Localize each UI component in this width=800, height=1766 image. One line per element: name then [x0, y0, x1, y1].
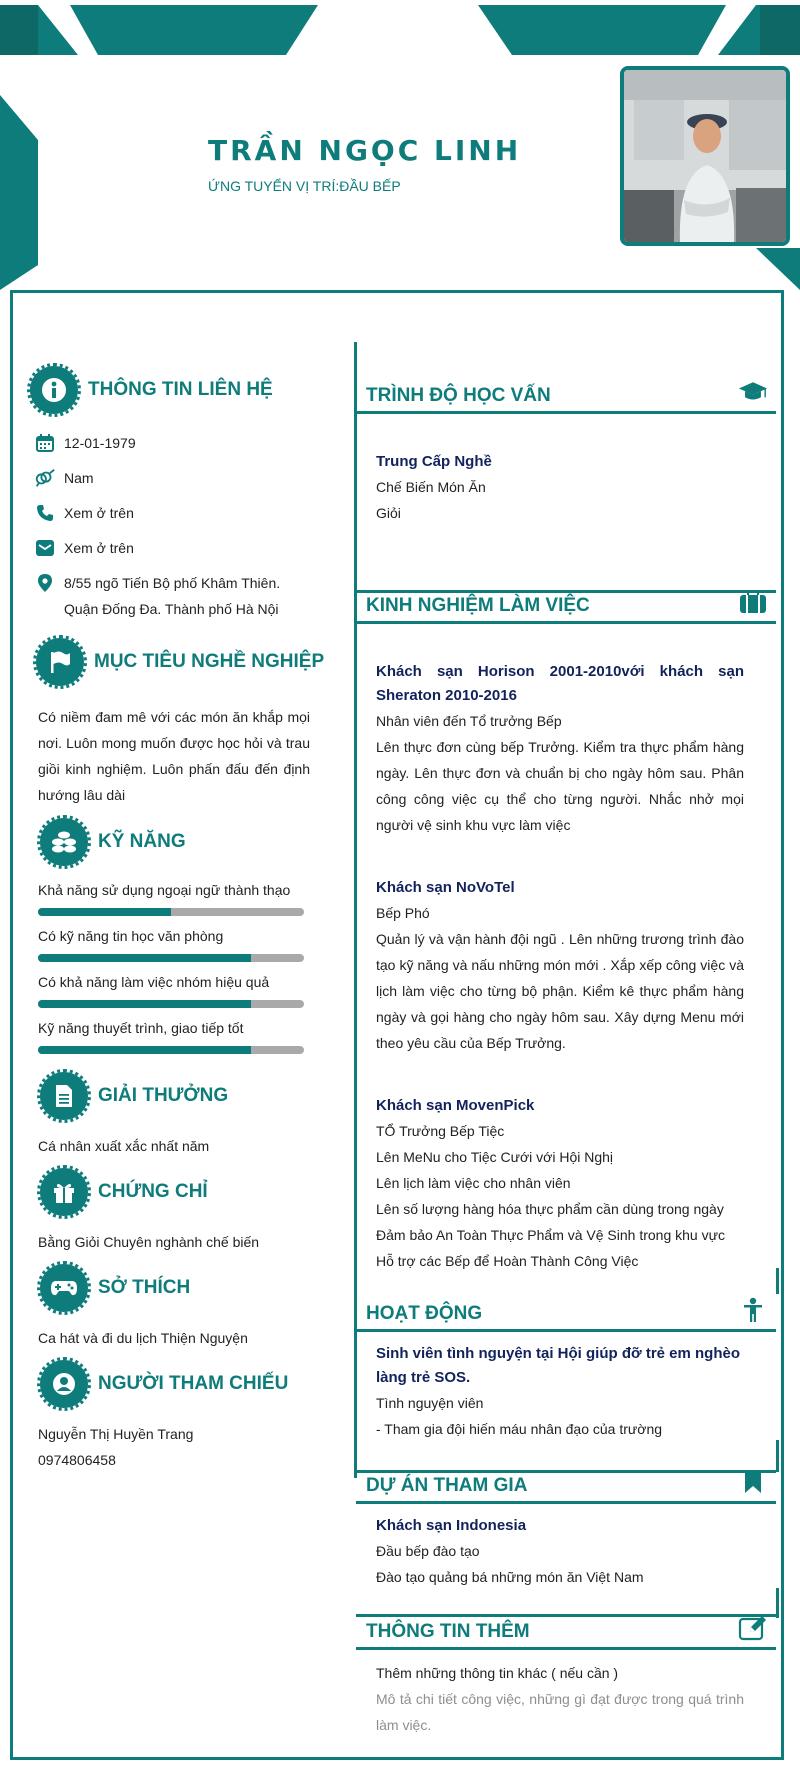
project-description: Đào tạo quảng bá những món ăn Việt Nam: [376, 1569, 644, 1585]
skill-item: [38, 882, 304, 916]
gift-icon: [40, 1168, 88, 1216]
skill-level-bar: [38, 1000, 304, 1008]
skills-section-header: [40, 818, 186, 866]
job-company: Khách sạn MovenPick: [376, 1097, 535, 1114]
contact-section-header: [30, 366, 273, 414]
skill-level-bar: [38, 954, 304, 962]
extra-block: [376, 1660, 744, 1738]
contact-title: THÔNG TIN LIÊN HỆ: [88, 379, 273, 400]
phone-row: [34, 502, 134, 526]
skills-title: KỸ NĂNG: [98, 831, 186, 852]
education-block: [376, 450, 744, 526]
birthday-value: 12-01-1979: [64, 435, 136, 451]
info-icon: [30, 366, 78, 414]
projects-side-rule: [776, 1588, 779, 1618]
activity-name: Sinh viên tình nguyện tại Hội giúp đỡ trẻ em nghèo làng trẻ SOS.: [376, 1345, 741, 1386]
user-icon: [40, 1360, 88, 1408]
skill-item: [38, 974, 304, 1008]
experience-section-header: [356, 582, 776, 624]
references-title: NGƯỜI THAM CHIẾU: [98, 1373, 289, 1394]
skill-item: [38, 928, 304, 962]
activity-role: Tình nguyện viên: [376, 1395, 484, 1411]
activities-side-rule: [776, 1440, 779, 1472]
education-title: TRÌNH ĐỘ HỌC VẤN: [366, 385, 551, 406]
education-major: Chế Biến Món Ăn: [376, 479, 486, 495]
skill-level-fill: [38, 954, 251, 962]
education-school: Trung Cấp Nghề: [376, 453, 492, 470]
skill-label: Có khả năng làm việc nhóm hiệu quả: [38, 974, 270, 990]
gender-row: [34, 467, 94, 491]
awards-title: GIẢI THƯỞNG: [98, 1085, 229, 1106]
objective-title: MỤC TIÊU NGHỀ NGHIỆP: [94, 651, 325, 672]
education-grade: Giỏi: [376, 505, 401, 521]
hobbies-section-header: [40, 1264, 190, 1312]
skill-level-bar: [38, 1046, 304, 1054]
job-role: TỔ Trưởng Bếp Tiệc: [376, 1123, 505, 1139]
skill-label: Khả năng sử dụng ngoại ngữ thành thạo: [38, 882, 291, 898]
experience-job-1: [376, 660, 744, 838]
activities-block: [376, 1342, 744, 1442]
certificates-text: Bằng Giỏi Chuyên nghành chế biến: [38, 1234, 260, 1250]
activities-title: HOẠT ĐỘNG: [366, 1303, 483, 1324]
skills-icon: [40, 818, 88, 866]
hobbies-text: Ca hát và đi du lịch Thiện Nguyện: [38, 1330, 248, 1346]
bookmark-icon: [738, 1469, 768, 1495]
project-name: Khách sạn Indonesia: [376, 1517, 527, 1534]
references-section-header: [40, 1360, 288, 1408]
location-pin-icon: [34, 572, 56, 594]
awards-text: Cá nhân xuất xắc nhất năm: [38, 1138, 210, 1154]
job-company: Khách sạn Horison 2001-2010với khách sạn Sheraton 2010-2016: [376, 663, 744, 704]
gender-icon: [34, 467, 56, 489]
job-line: Lên MeNu cho Tiệc Cưới với Hội Nghị: [376, 1149, 614, 1165]
job-description: Lên thực đơn cùng bếp Trưởng. Kiểm tra thực phẩm hàng ngày. Lên thực đơn và chuẩn bị cho ngày hôm sau. Phân công công việc cụ thể cho từng người. Nhắc nhở mọi người vệ sinh khu vực làm việc: [376, 739, 744, 833]
gender-value: Nam: [64, 470, 94, 486]
job-role: Bếp Phó: [376, 905, 430, 921]
flag-icon: [36, 638, 84, 686]
activity-description: - Tham gia đội hiến máu nhân đạo của trường: [376, 1421, 663, 1437]
gamepad-icon: [40, 1264, 88, 1312]
job-company: Khách sạn NoVoTel: [376, 879, 515, 896]
experience-job-3: [376, 1094, 744, 1274]
birthday-row: [34, 432, 136, 456]
person-icon: [738, 1297, 768, 1323]
skill-level-bar: [38, 908, 304, 916]
extra-title: THÔNG TIN THÊM: [366, 1621, 530, 1642]
briefcase-icon: [738, 589, 768, 615]
phone-value: Xem ở trên: [64, 505, 134, 521]
reference-phone: 0974806458: [38, 1452, 116, 1468]
activities-section-header: [356, 1290, 776, 1332]
certificates-title: CHỨNG CHỈ: [98, 1181, 208, 1202]
job-line: Lên số lượng hàng hóa thực phẩm cần dùng trong ngày: [376, 1201, 724, 1217]
extra-line-2: Mô tả chi tiết công việc, những gì đạt được trong quá trình làm việc.: [376, 1691, 744, 1733]
applied-position: ỨNG TUYỂN VỊ TRÍ:ĐẦU BẾP: [208, 178, 401, 194]
job-line: Lên lịch làm việc cho nhân viên: [376, 1175, 571, 1191]
objective-text: Có niềm đam mê với các món ăn khắp mọi nơi. Luôn mong muốn được học hỏi và trau giồi kinh nghiệm. Luôn phấn đấu đến định hướng lâu dài: [38, 709, 310, 803]
skill-level-fill: [38, 908, 171, 916]
document-icon: [40, 1072, 88, 1120]
graduation-cap-icon: [738, 379, 768, 405]
awards-section-header: [40, 1072, 228, 1120]
projects-title: DỰ ÁN THAM GIA: [366, 1475, 528, 1496]
skill-level-fill: [38, 1000, 251, 1008]
email-row: [34, 537, 134, 561]
skill-item: [38, 1020, 304, 1054]
job-description: Quản lý và vận hành đội ngũ . Lên những trương trình đào tạo kỹ năng và nấu những món mới . Xắp xếp công việc và lịch làm việc cho từng bộ phận. Kiểm kê thực phẩm hàng ngày và gọi hàng cho ngày hôm sau. Xây dựng Menu mới theo yêu cầu của Bếp Trưởng.: [376, 931, 744, 1051]
projects-block: [376, 1514, 744, 1590]
skill-level-fill: [38, 1046, 251, 1054]
candidate-name: TRẦN NGỌC LINH: [208, 134, 522, 167]
email-value: Xem ở trên: [64, 540, 134, 556]
extra-section-header: [356, 1608, 776, 1650]
address-value: 8/55 ngõ Tiến Bộ phố Khâm Thiên. Quận Đống Đa. Thành phố Hà Nội: [64, 575, 281, 617]
experience-title: KINH NGHIỆM LÀM VIỆC: [366, 595, 590, 616]
experience-job-2: [376, 876, 744, 1056]
projects-section-header: [356, 1462, 776, 1504]
phone-icon: [34, 502, 56, 524]
job-line: Đảm bảo An Toàn Thực Phẩm và Vệ Sinh trong khu vực: [376, 1227, 725, 1243]
reference-name: Nguyễn Thị Huyền Trang: [38, 1426, 194, 1442]
address-row: [34, 572, 324, 622]
extra-line-1: Thêm những thông tin khác ( nếu cần ): [376, 1665, 619, 1681]
hobbies-title: SỞ THÍCH: [98, 1277, 191, 1298]
skill-label: Kỹ năng thuyết trình, giao tiếp tốt: [38, 1020, 244, 1036]
education-section-header: [356, 372, 776, 414]
project-role: Đầu bếp đào tạo: [376, 1543, 480, 1559]
references-block: [38, 1421, 310, 1473]
certificates-section-header: [40, 1168, 208, 1216]
job-line: Hỗ trợ các Bếp để Hoàn Thành Công Việc: [376, 1253, 639, 1269]
objective-section-header: [36, 638, 324, 686]
job-role: Nhân viên đến Tổ trưởng Bếp: [376, 713, 562, 729]
experience-side-rule: [776, 1268, 779, 1294]
calendar-icon: [34, 432, 56, 454]
skill-label: Có kỹ năng tin học văn phòng: [38, 928, 224, 944]
chef-photo-illustration: [624, 70, 786, 242]
profile-photo: [620, 66, 790, 246]
edit-icon: [738, 1615, 768, 1641]
email-icon: [34, 537, 56, 559]
